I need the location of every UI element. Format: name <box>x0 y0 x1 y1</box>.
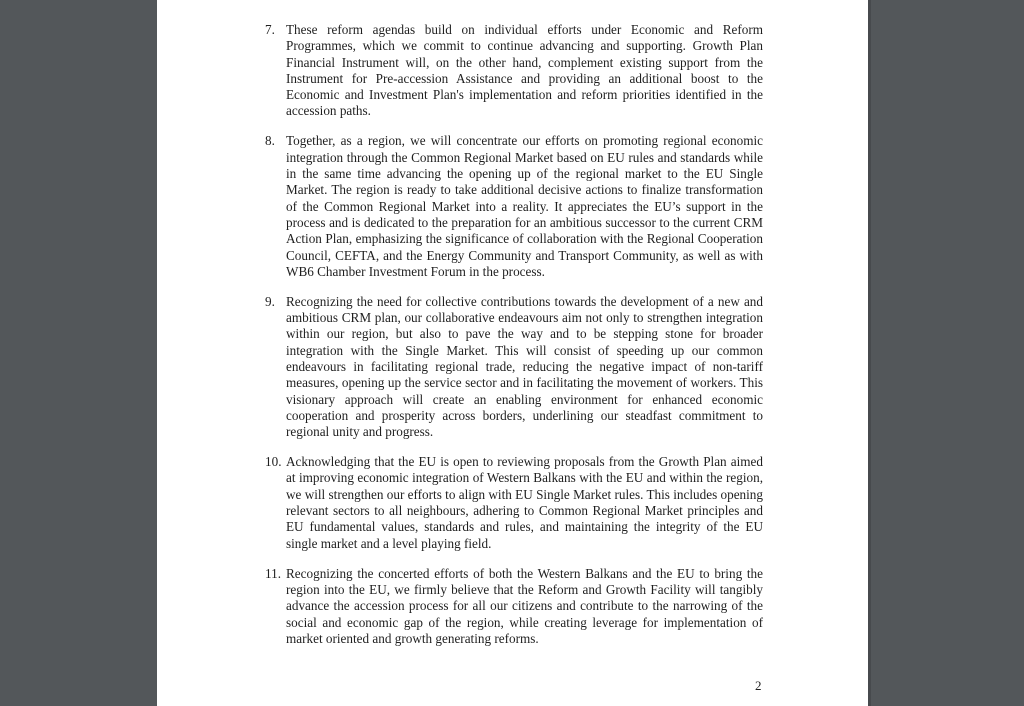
document-body <box>265 22 763 661</box>
document-page <box>157 0 871 706</box>
paragraph-text: These reform agendas build on individual efforts under Economic and Reform Programmes, which we commit to continue advancing and supporting. Growth Plan Financial Instrument will, on the other hand, complement existing support from the Instrument for Pre-accession Assistance and providing an additional boost to the Economic and Investment Plan's implementation and reform priorities identified in the accession paths. <box>286 22 763 119</box>
paragraph-number: 10. <box>265 454 282 470</box>
paragraph-text: Acknowledging that the EU is open to reviewing proposals from the Growth Plan aimed at improving economic integration of Western Balkans with the EU and within the region, we will strengthen our efforts to align with EU Single Market rules. This includes opening relevant sectors to all neighbours, adhering to Common Regional Market principles and EU fundamental values, standards and rules, and maintaining the integrity of the EU single market and a level playing field. <box>286 454 763 551</box>
paragraph-8 <box>265 133 763 280</box>
paragraph-number: 11. <box>265 565 281 581</box>
paragraph-text: Recognizing the concerted efforts of both the Western Balkans and the EU to bring the region into the EU, we firmly believe that the Reform and Growth Facility will tangibly advance the accession process for all our citizens and contribute to the narrowing of the social and economic gap of the region, while creating leverage for implementation of market oriented and growth generating reforms. <box>286 565 763 646</box>
page-number: 2 <box>755 678 762 693</box>
paragraph-9 <box>265 294 763 441</box>
paragraph-11 <box>265 566 763 647</box>
paragraph-10 <box>265 454 763 552</box>
paragraph-number: 7. <box>265 22 275 37</box>
paragraph-7 <box>265 22 763 120</box>
paragraph-number: 9. <box>265 293 275 309</box>
paragraph-number: 8. <box>265 133 275 149</box>
paragraph-text: Together, as a region, we will concentrate our efforts on promoting regional economic integration through the Common Regional Market based on EU rules and standards while in the same time advancing the opening up of the regional market to the EU Single Market. The region is ready to take additional decisive actions to finalize transformation of the Common Regional Market into a reality. It appreciates the EU’s support in the process and is dedicated to the preparation for an ambitious successor to the current CRM Action Plan, emphasizing the significance of collaboration with the Regional Cooperation Council, CEFTA, and the Energy Community and Transport Community, as well as with WB6 Chamber Investment Forum in the process. <box>286 133 763 279</box>
paragraph-text: Recognizing the need for collective contributions towards the development of a new and ambitious CRM plan, our collaborative endeavours aim not only to strengthen integration within our region, but also to pave the way and to be stepping stone for broader integration with the Single Market. This will consist of speeding up our common endeavours in facilitating regional trade, reducing the negative impact of non-tariff measures, opening up the service sector and in facilitating the movement of workers. This visionary approach will create an enabling environment for enhanced economic cooperation and prosperity across borders, underlining our steadfast commitment to regional unity and progress. <box>286 293 763 440</box>
